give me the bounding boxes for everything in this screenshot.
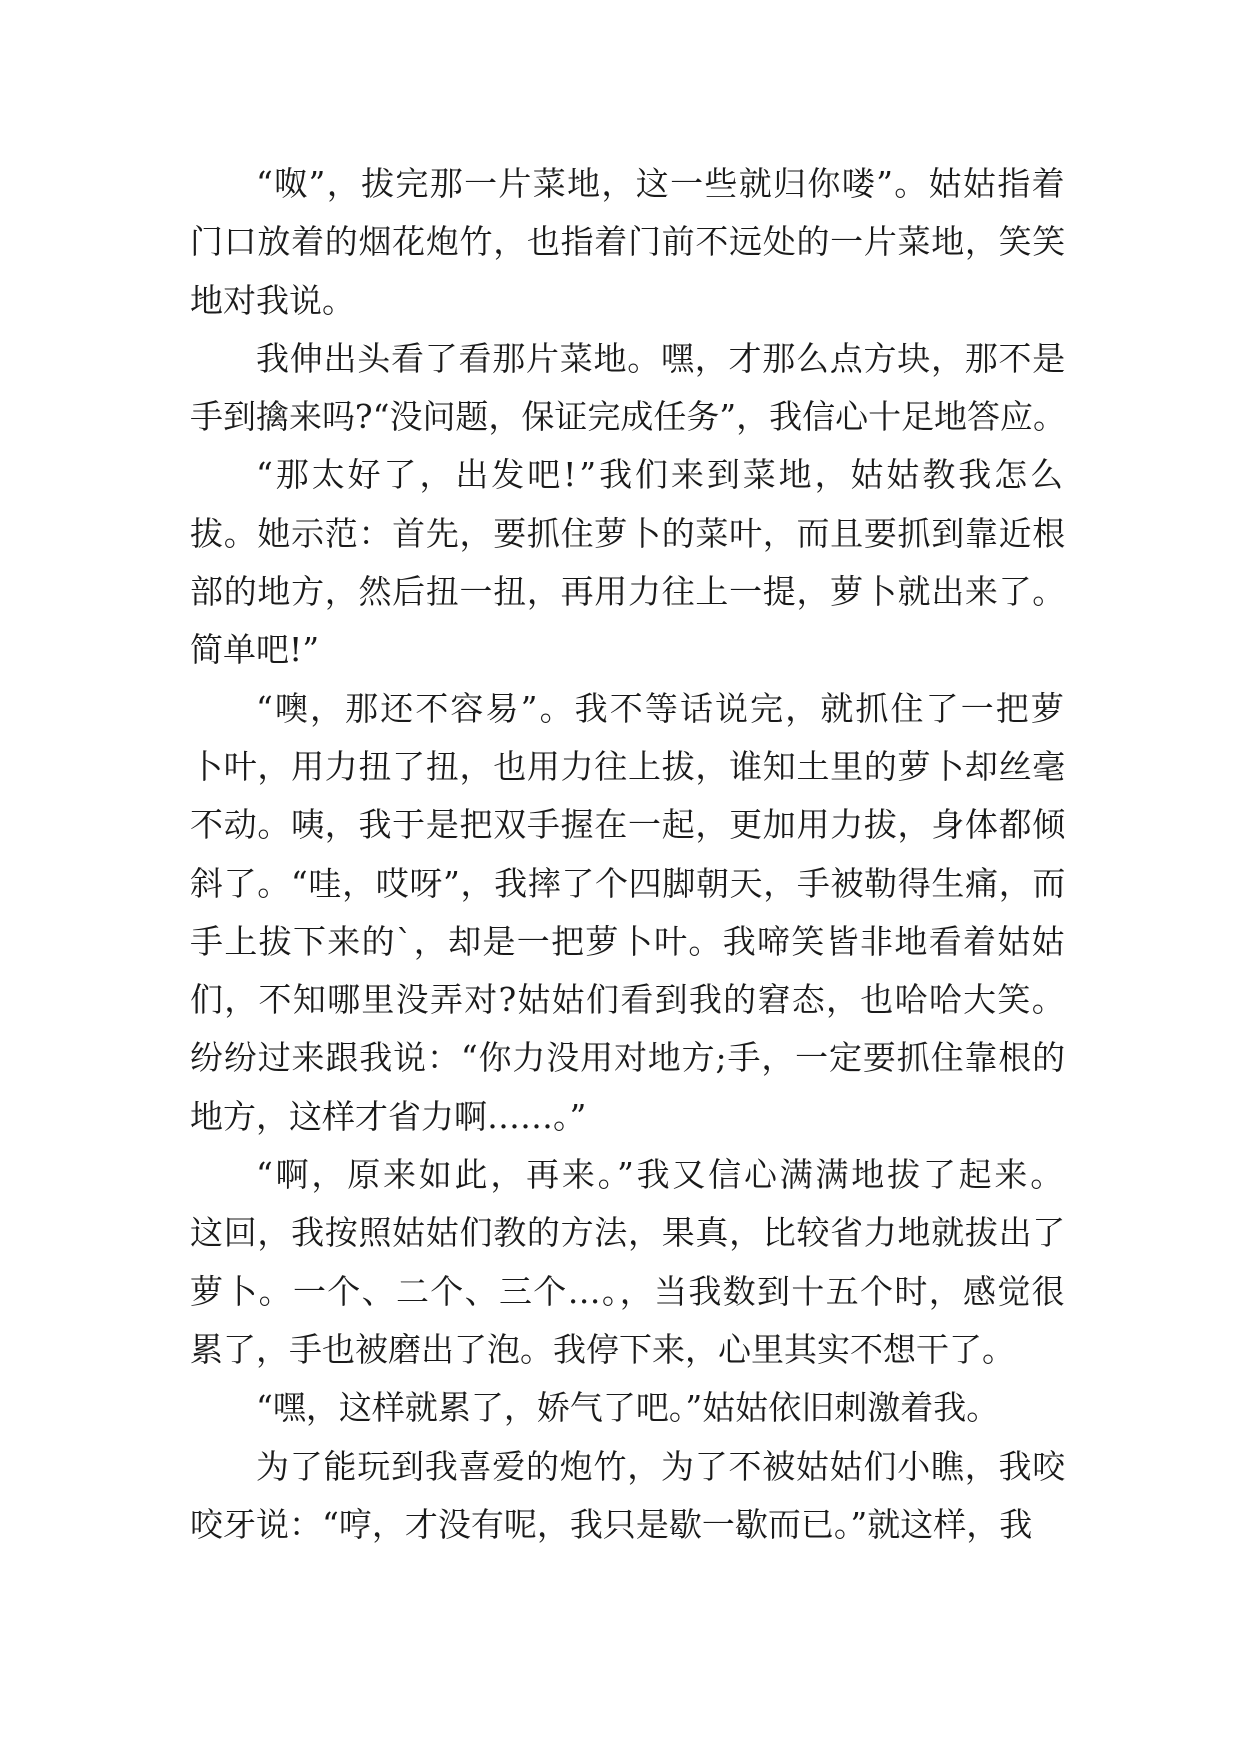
paragraph [190, 155, 1066, 330]
text-line: 为了能玩到我喜爱的炮竹，为了不被姑姑们小瞧，我咬 [256, 1446, 1066, 1486]
text-line: 地对我说。 [190, 280, 355, 320]
text-line: “那太好了，出发吧!”我们来到菜地，姑姑教我怎么 [256, 455, 1066, 495]
paragraph [190, 446, 1066, 679]
text-line: “啊，原来如此，再来。”我又信心满满地拔了起来。 [256, 1155, 1066, 1195]
text-line: 我伸出头看了看那片菜地。嘿，才那么点方块，那不是 [256, 338, 1066, 378]
text-line: 手到擒来吗?“没问题，保证完成任务”，我信心十足地答应。 [190, 397, 1066, 437]
text-line: 斜了。“哇，哎呀”，我摔了个四脚朝天，手被勒得生痛，而 [190, 863, 1066, 903]
text-line: “呶”，拔完那一片菜地，这一些就归你喽”。姑姑指着 [256, 164, 1066, 203]
text-line: 门口放着的烟花炮竹，也指着门前不远处的一片菜地，笑笑 [190, 222, 1066, 262]
text-line: 萝卜。一个、二个、三个…。，当我数到十五个时，感觉很 [190, 1271, 1066, 1311]
text-line: 部的地方，然后扭一扭，再用力往上一提，萝卜就出来了。 [190, 572, 1066, 612]
text-line: 们，不知哪里没弄对?姑姑们看到我的窘态，也哈哈大笑。 [190, 980, 1066, 1020]
text-line: 手上拔下来的`，却是一把萝卜叶。我啼笑皆非地看着姑姑 [190, 921, 1066, 961]
text-line: 累了，手也被磨出了泡。我停下来，心里其实不想干了。 [190, 1329, 1015, 1369]
text-line: 拔。她示范：首先，要抓住萝卜的菜叶，而且要抓到靠近根 [190, 513, 1066, 553]
text-line: 咬牙说：“哼，才没有呢，我只是歇一歇而已。”就这样，我 [190, 1504, 1033, 1544]
text-line: 不动。咦，我于是把双手握在一起，更加用力拔，身体都倾 [190, 805, 1066, 845]
paragraph [190, 330, 1066, 447]
text-line: “嘿，这样就累了，娇气了吧。”姑姑依旧刺激着我。 [256, 1388, 1000, 1428]
paragraph [190, 1379, 1066, 1437]
text-line: 纷纷过来跟我说：“你力没用对地方;手，一定要抓住靠根的 [190, 1038, 1066, 1078]
text-line: 卜叶，用力扭了扭，也用力往上拔，谁知土里的萝卜却丝毫 [190, 746, 1066, 786]
text-line: 简单吧!” [190, 630, 320, 670]
paragraph [190, 1438, 1066, 1555]
paragraph [190, 680, 1066, 1146]
document-body [190, 155, 1066, 1554]
text-line: 这回，我按照姑姑们教的方法，果真，比较省力地就拔出了 [190, 1213, 1066, 1253]
paragraph [190, 1146, 1066, 1379]
text-line: “噢，那还不容易”。我不等话说完，就抓住了一把萝 [256, 688, 1066, 728]
text-line: 地方，这样才省力啊……。” [190, 1096, 587, 1136]
